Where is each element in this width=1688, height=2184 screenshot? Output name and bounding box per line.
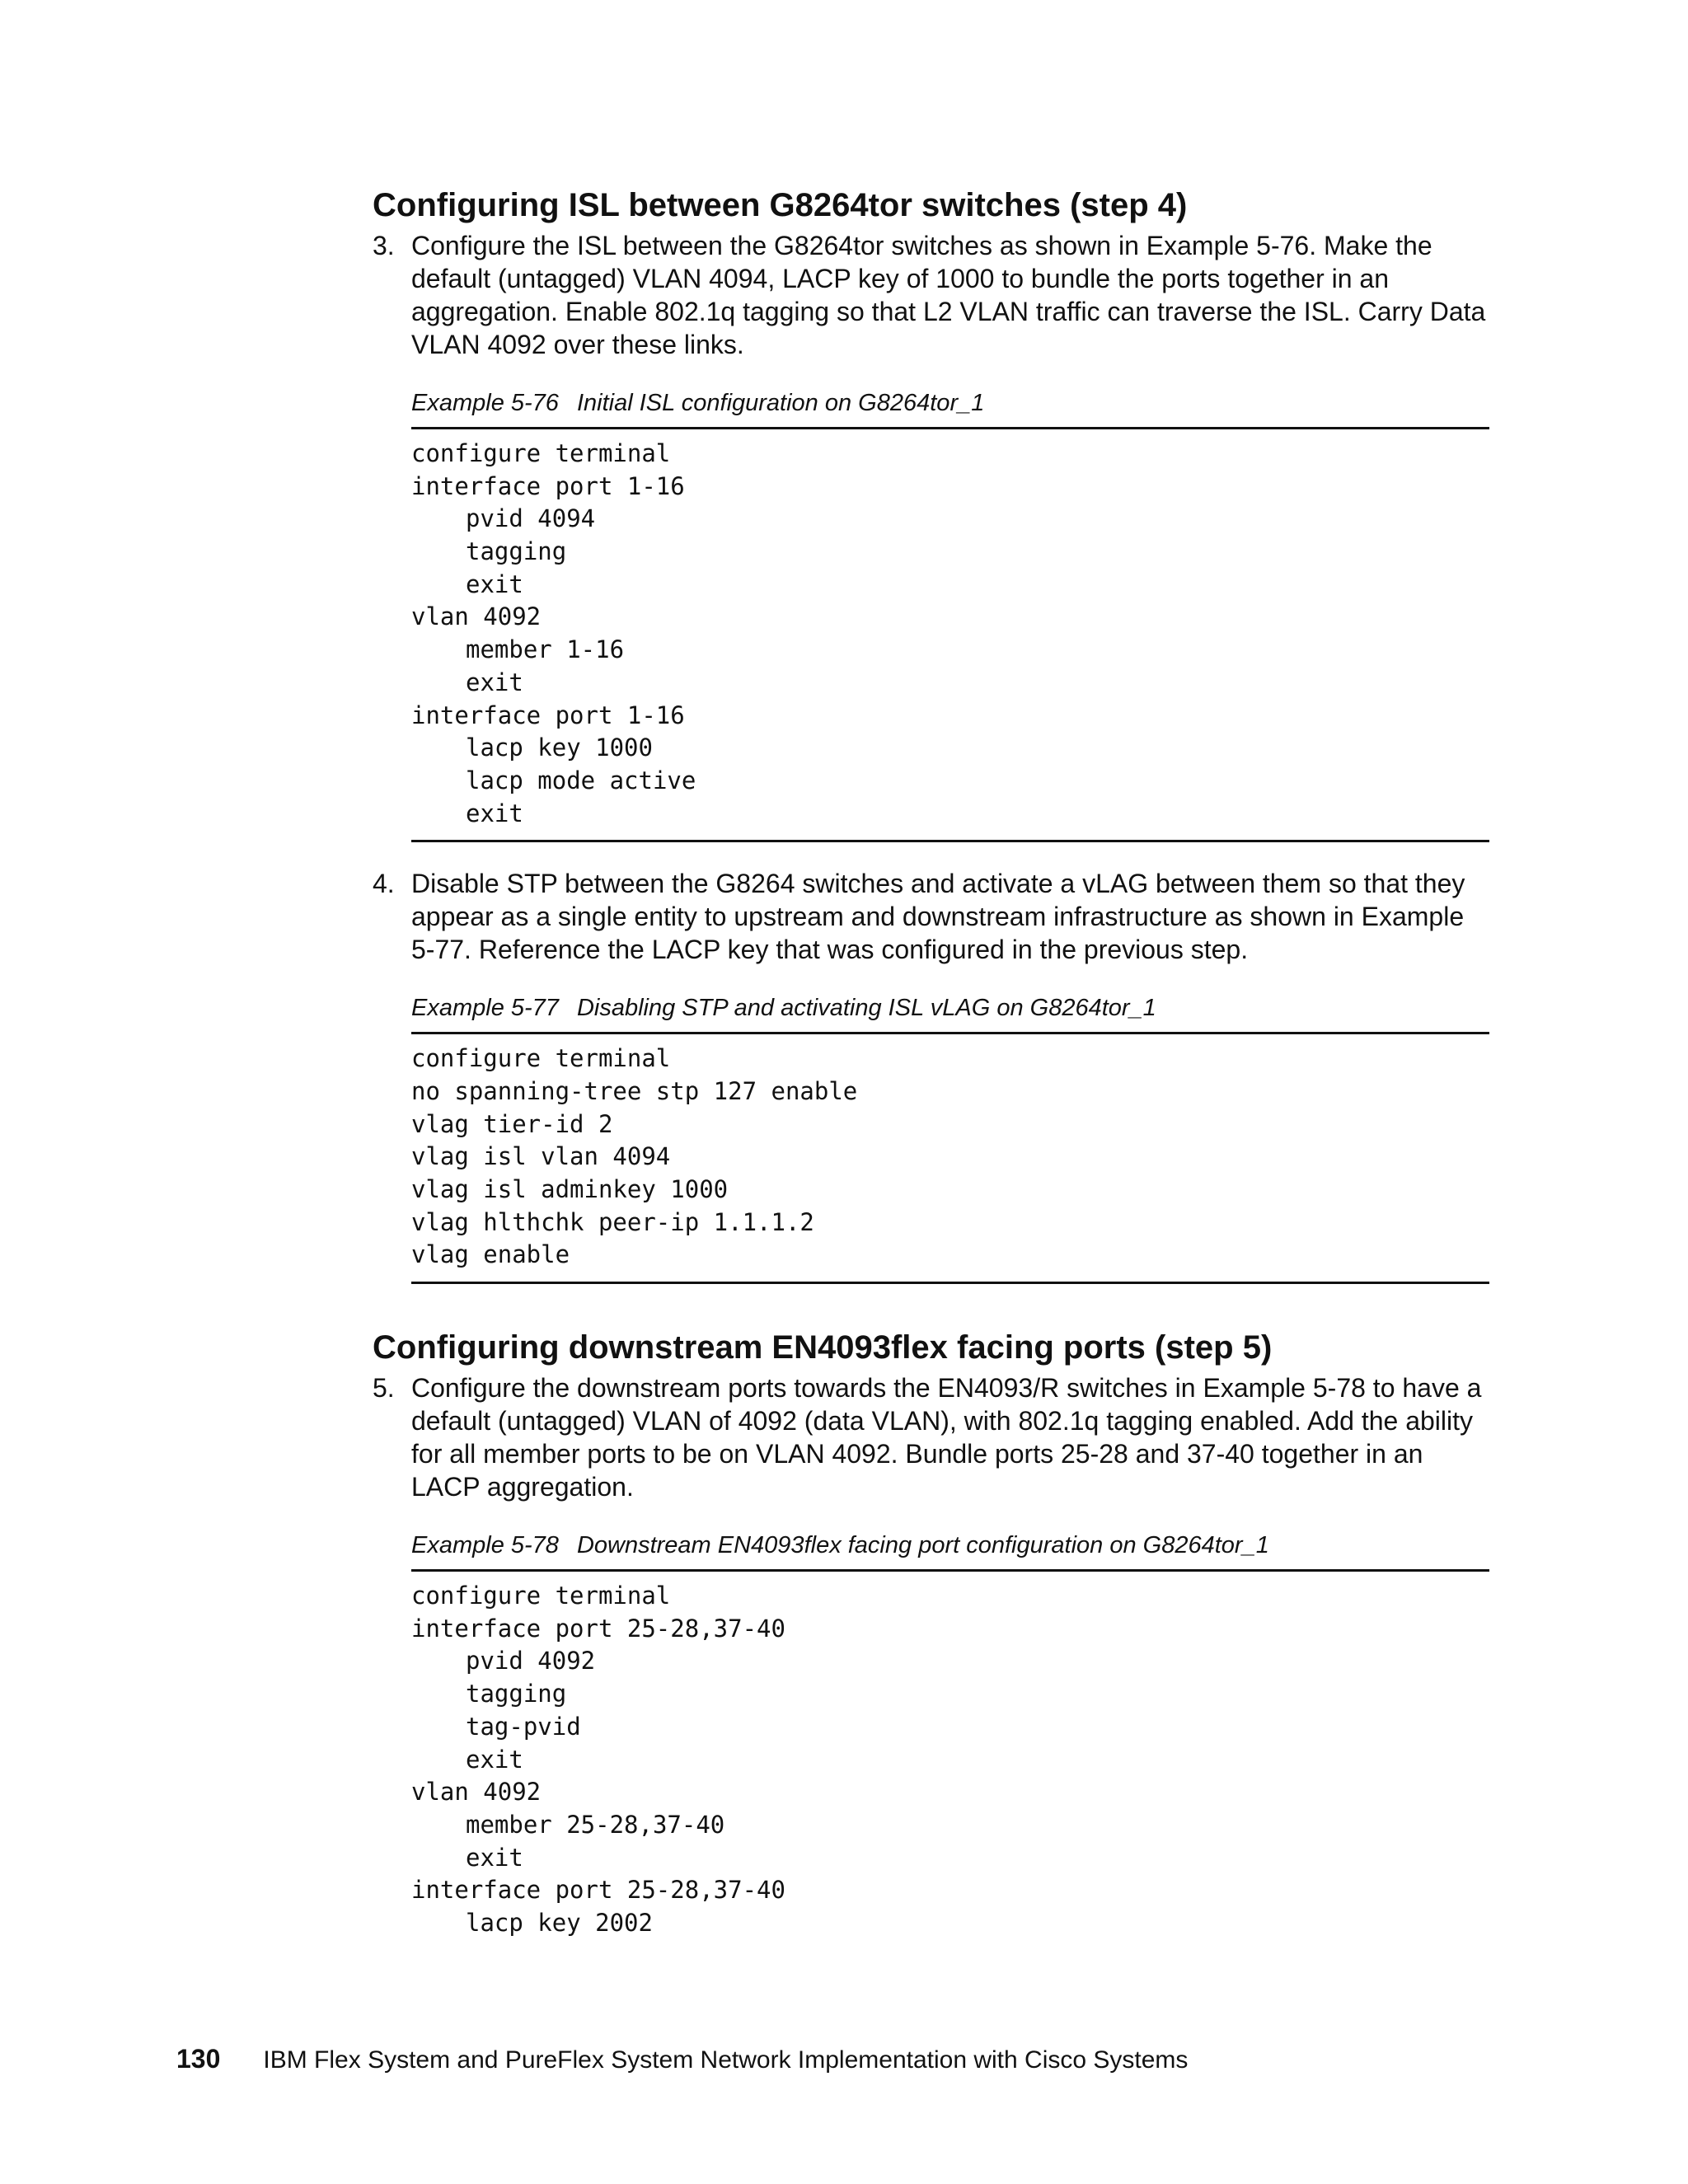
code-line: pvid 4092 <box>466 1647 596 1675</box>
code-line: interface port 25-28,37-40 <box>411 1876 785 1905</box>
code-line: lacp key 2002 <box>466 1908 653 1937</box>
step-4 <box>373 867 1489 966</box>
code-line: configure terminal <box>411 439 671 467</box>
code-line: vlag hlthchk peer-ip 1.1.1.2 <box>411 1207 814 1236</box>
code-line: pvid 4094 <box>466 504 596 533</box>
code-line: no spanning-tree stp 127 enable <box>411 1076 858 1105</box>
page-content <box>373 183 1489 1950</box>
code-line: tagging <box>466 1680 567 1708</box>
code-line: interface port 25-28,37-40 <box>411 1614 785 1643</box>
example-number: Example 5-76 <box>411 390 559 416</box>
step-number: 3. <box>373 231 395 260</box>
example-caption <box>411 387 1489 429</box>
step-3 <box>373 229 1489 361</box>
code-line: exit <box>466 668 523 696</box>
step-5 <box>373 1371 1489 1503</box>
step-number: 4. <box>373 869 395 899</box>
code-line: interface port 1-16 <box>411 471 685 500</box>
code-line: vlag isl vlan 4094 <box>411 1142 671 1171</box>
example-number: Example 5-78 <box>411 1532 559 1559</box>
example-number: Example 5-77 <box>411 995 559 1022</box>
code-block <box>411 1034 1489 1284</box>
code-line: configure terminal <box>411 1582 671 1610</box>
code-line: exit <box>466 799 523 827</box>
book-title: IBM Flex System and PureFlex System Network Implementation with Cisco Systems <box>263 2046 1189 2074</box>
step-text: Disable STP between the G8264 switches and activate a vLAG between them so that they appear as a single entity to upstream and downstream infrastructure as shown in Example 5-77. Reference the LACP key that was configured in the previous step. <box>411 869 1465 965</box>
code-line: interface port 1-16 <box>411 701 685 729</box>
page-number: 130 <box>176 2044 221 2074</box>
code-line: exit <box>466 569 523 598</box>
code-line: exit <box>466 1745 523 1774</box>
section-heading-isl: Configuring ISL between G8264tor switches (step 4) <box>373 187 1188 223</box>
code-line: lacp key 1000 <box>466 733 653 762</box>
example-5-76 <box>411 387 1489 842</box>
code-line: vlan 4092 <box>411 602 542 631</box>
code-line: lacp mode active <box>466 766 696 794</box>
example-5-77 <box>411 992 1489 1284</box>
code-line: tagging <box>466 537 567 566</box>
step-text: Configure the ISL between the G8264tor switches as shown in Example 5-76. Make the default (untagged) VLAN 4094, LACP key of 1000 to bundle the ports together in an aggregation. Enable 802.1q tagging so that L2 VLAN traffic can traverse the ISL. Carry Data VLAN 4092 over these links. <box>411 231 1486 359</box>
step-number: 5. <box>373 1373 395 1404</box>
example-caption <box>411 992 1489 1034</box>
code-line: member 1-16 <box>466 635 625 664</box>
code-block <box>411 1572 1489 1950</box>
code-line: vlan 4092 <box>411 1778 542 1807</box>
code-line: member 25-28,37-40 <box>466 1810 725 1839</box>
code-line: tag-pvid <box>466 1712 581 1741</box>
code-line: vlag tier-id 2 <box>411 1109 613 1138</box>
example-title: Initial ISL configuration on G8264tor_1 <box>576 390 985 416</box>
code-block <box>411 429 1489 842</box>
step-text: Configure the downstream ports towards the EN4093/R switches in Example 5-78 to have a default (untagged) VLAN of 4092 (data VLAN), with 802.1q tagging enabled. Add the ability for all member ports to be on VLAN 4092. Bundle ports 25-28 and 37-40 together in an LACP aggregation. <box>411 1373 1482 1502</box>
code-line: vlag isl adminkey 1000 <box>411 1175 729 1203</box>
example-caption <box>411 1530 1489 1572</box>
code-line: exit <box>466 1843 523 1872</box>
example-title: Disabling STP and activating ISL vLAG on G8264tor_1 <box>576 995 1156 1022</box>
code-line: configure terminal <box>411 1044 671 1073</box>
section-heading-downstream: Configuring downstream EN4093flex facing ports (step 5) <box>373 1329 1273 1366</box>
example-5-78 <box>411 1530 1489 1950</box>
example-title: Downstream EN4093flex facing port configuration on G8264tor_1 <box>576 1532 1269 1559</box>
page-footer <box>176 2042 1188 2077</box>
code-line: vlag enable <box>411 1240 570 1269</box>
